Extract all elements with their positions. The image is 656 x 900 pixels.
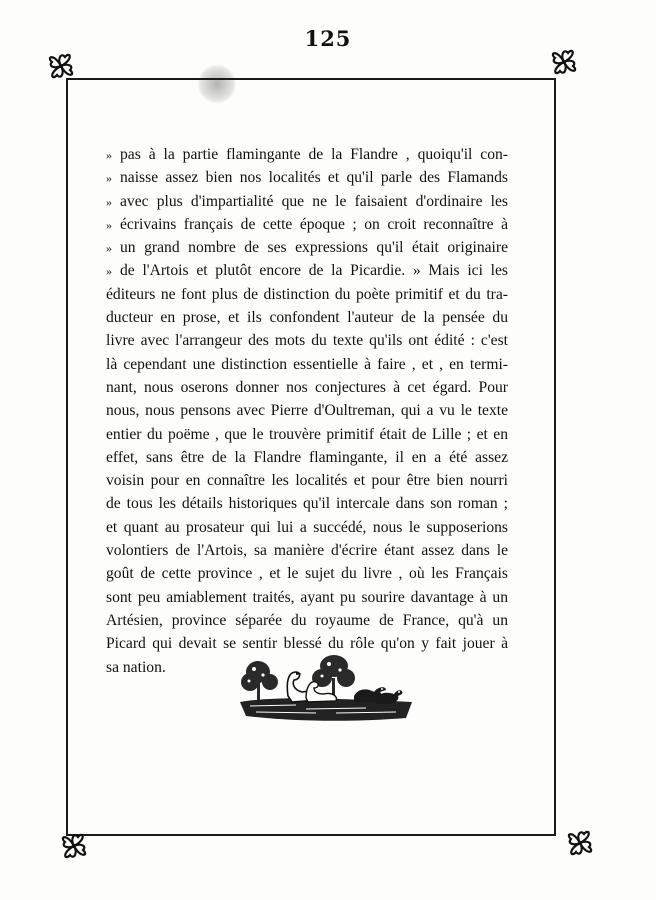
text-line: voisin pour en connaître les localités et pour être bien nourri [106,472,508,490]
quote-mark: » [106,148,112,162]
text-line: » un grand nombre de ses expressions qu'il était originaire [106,236,508,259]
body-text [106,143,508,679]
text-line: » pas à la partie flamingante de la Flandre , quoiqu'il con- [106,143,508,166]
quote-mark: » [106,241,112,256]
text-line: Picard qui devait se sentir blessé du rôle qu'on y fait jouer à [106,635,508,653]
text-line: et quant au prosateur qui lui a succédé, nous le supposerions [106,518,508,536]
quote-mark: » [106,217,112,232]
text-line: là cependant une distinction essentielle à faire , et , en termi- [106,355,508,373]
text-line: livre avec l'arrangeur des mots du texte qu'ils ont édité : c'est [106,332,508,350]
quote-mark: » [106,264,112,279]
corner-ornament-top-right-icon [547,45,581,79]
swans-and-trees-vignette-icon [236,652,416,722]
text-line: de tous les détails historiques qu'il intercale dans son roman ; [106,495,508,513]
corner-ornament-bottom-right-icon [563,826,597,860]
text-line: » de l'Artois et plutôt encore de la Picardie. » Mais ici les [106,259,508,282]
text-line: goût de cette province , et le sujet du livre , où les Français [106,565,508,583]
corner-ornament-top-left-icon [44,49,78,83]
text-line: effet, sans être de la Flandre flamingante, il en a été assez [106,448,508,466]
text-line: nant, nous oserons donner nos conjectures à cet égard. Pour [106,378,508,396]
corner-ornament-bottom-left-icon [57,829,91,863]
text-line: ducteur en prose, et ils confondent l'auteur de la pensée du [106,309,508,327]
text-line: volontiers de l'Artois, sa manière d'écrire étant assez dans le [106,542,508,560]
text-line: » avec plus d'impartialité que ne le faisaient d'ordinaire les [106,190,508,213]
text-line: » naisse assez bien nos localités et qu'il parle des Flamands [106,166,508,189]
quote-mark: » [106,171,112,186]
page-number: 125 [304,26,352,51]
text-line: sa nation. [106,658,166,676]
text-line: sont peu amiablement traités, ayant pu sourire davantage à un [106,588,508,606]
text-line: nous, nous pensons avec Pierre d'Oultreman, qui a vu le texte [106,402,508,420]
quote-mark: » [106,194,112,209]
text-line: » écrivains français de cette époque ; on croit reconnaître à [106,213,508,236]
text-line: entier du poëme , que le trouvère primitif était de Lille ; et en [106,425,508,443]
text-line: éditeurs ne font plus de distinction du poète primitif et du tra- [106,285,508,303]
text-line: Artésien, province séparée du royaume de France, qu'à un [106,611,508,629]
